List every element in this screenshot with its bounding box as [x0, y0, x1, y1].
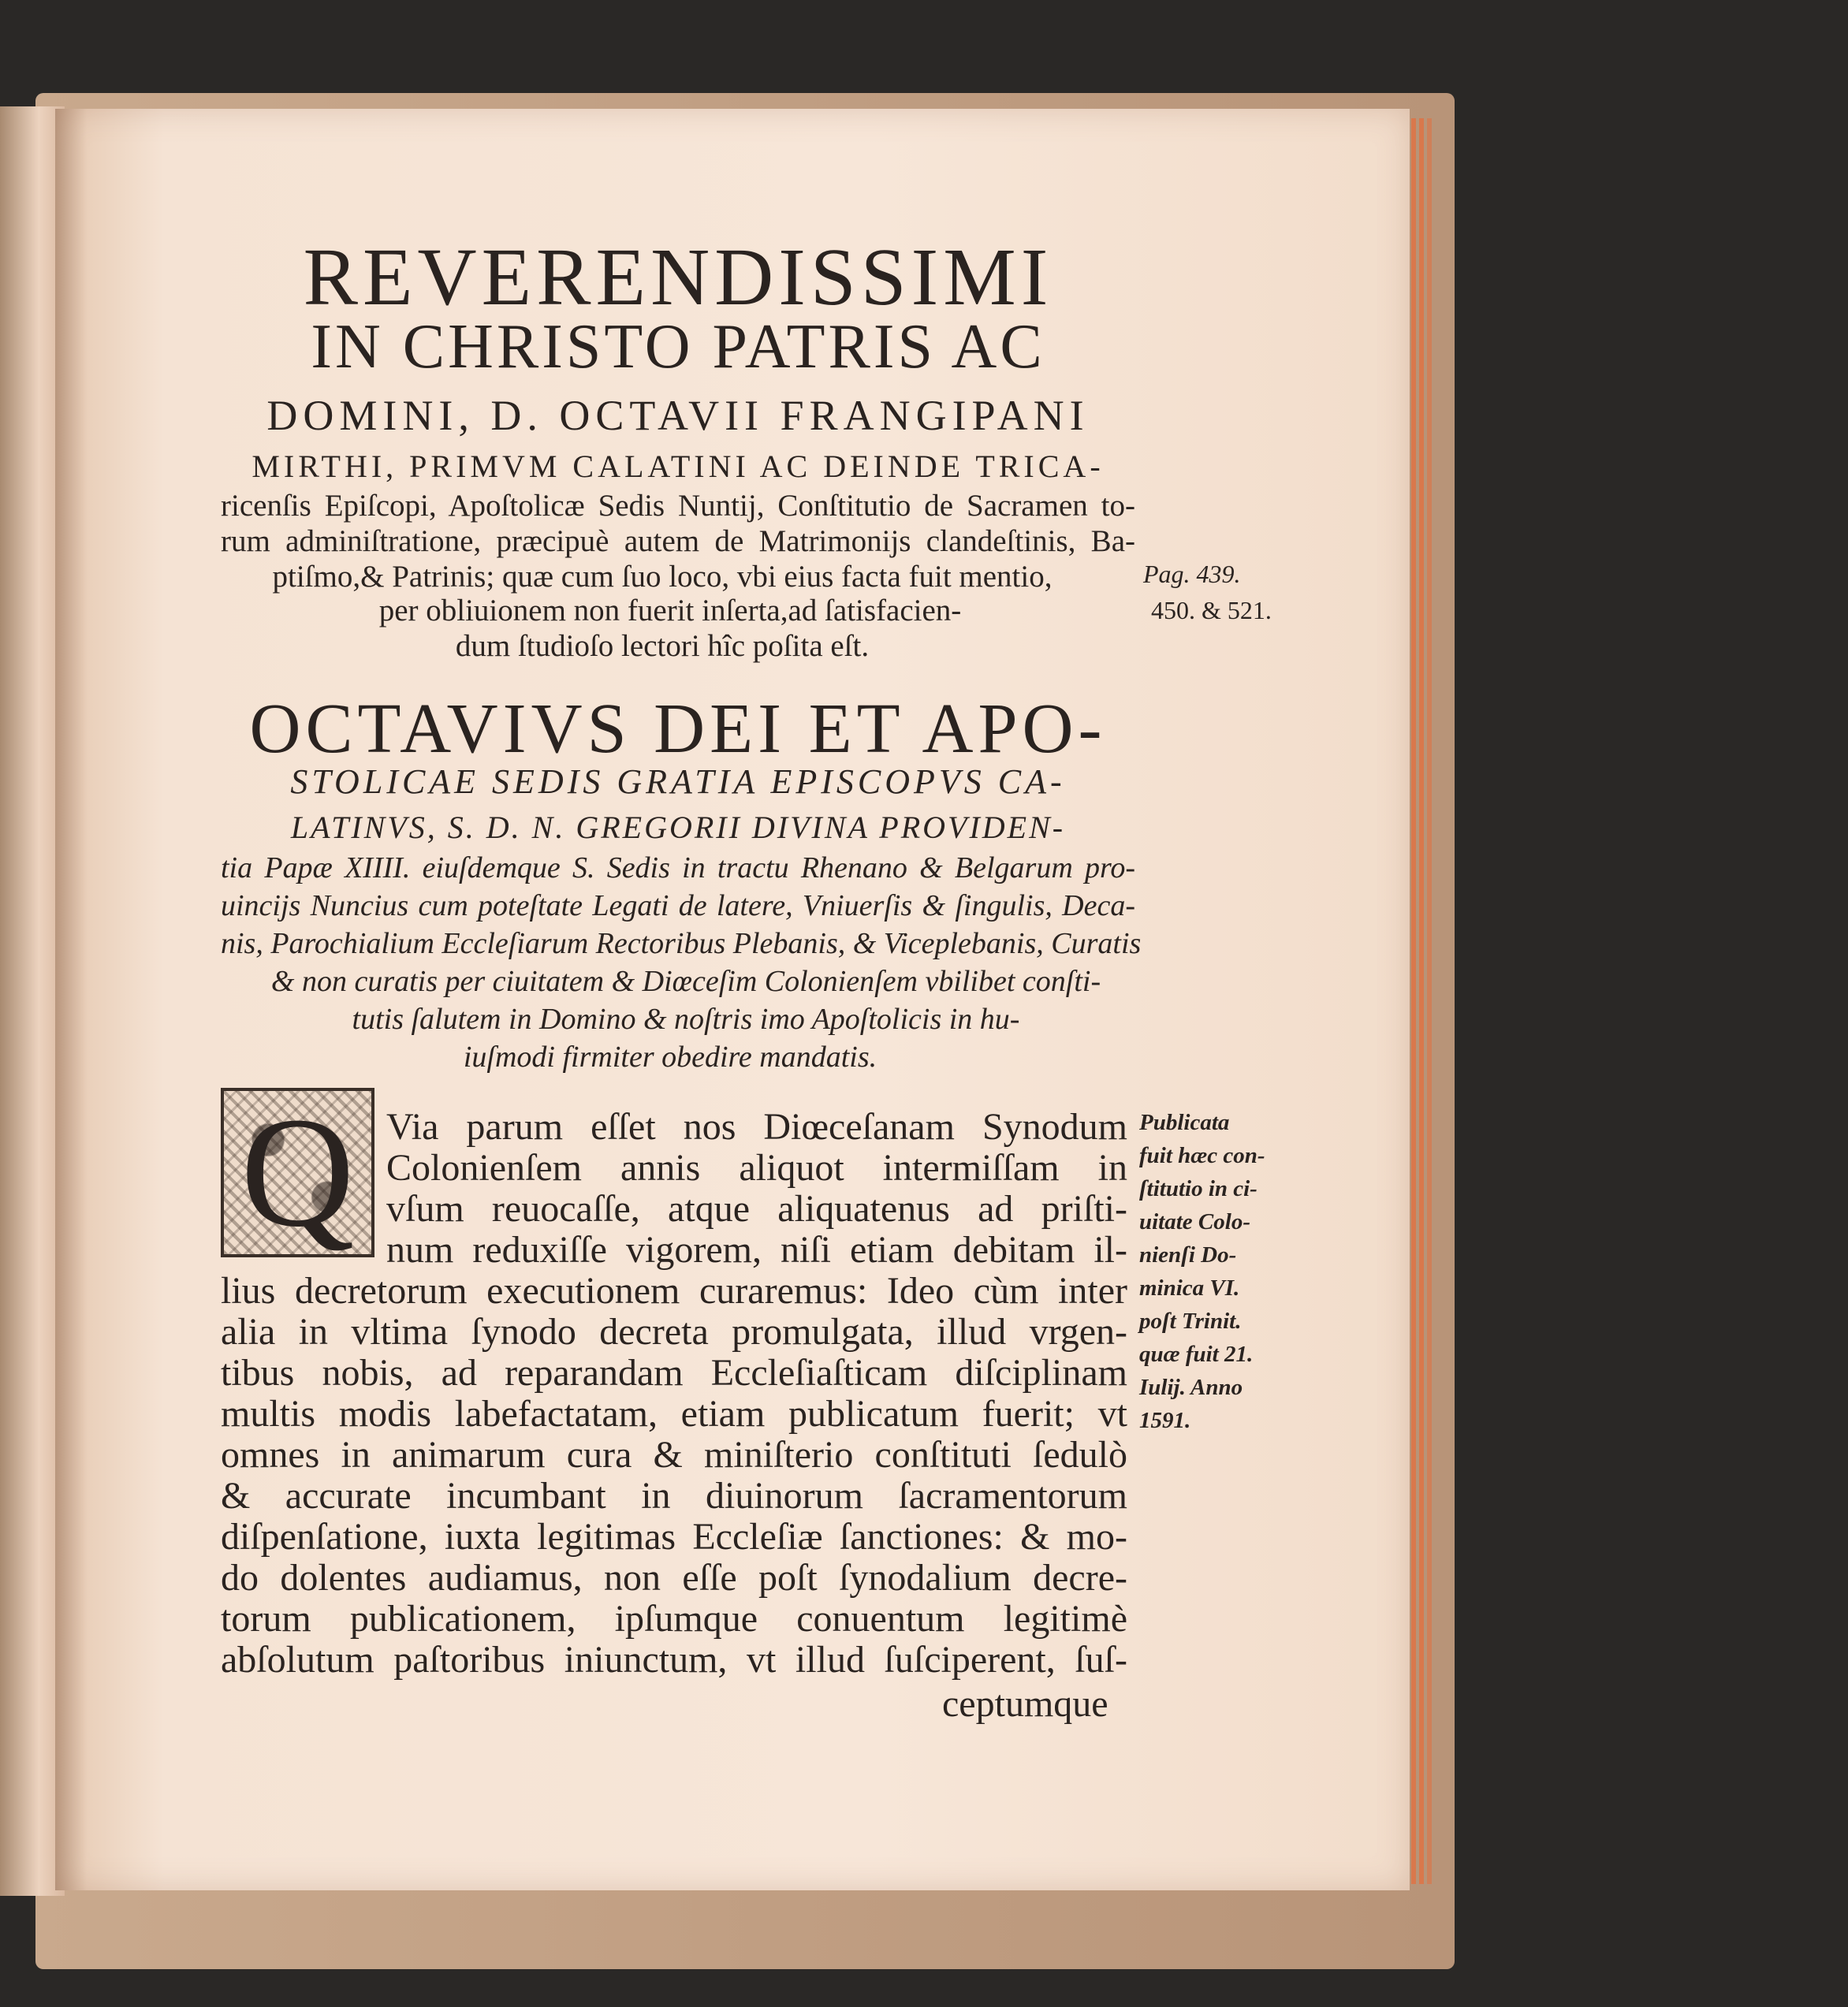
title-line-8: per obliuionem non fuerit inſerta,ad ſatisfacien- — [378, 594, 962, 627]
body-line-8: multis modis labefactatam, etiam publicatum fuerit; vt — [221, 1393, 1127, 1435]
margin-page-reference-2: 450. & 521. — [1151, 596, 1272, 624]
side-note-line-9: Iulij. Anno — [1139, 1375, 1243, 1400]
body-line-7: tibus nobis, ad reparandam Eccleſiaſticam diſciplinam — [221, 1352, 1127, 1394]
page-edge-stripe — [1427, 118, 1432, 1884]
heading-line-5: uincijs Nuncius cum poteſtate Legati de latere, Vniuerſis & ſingulis, Deca- — [221, 889, 1135, 922]
side-note-line-4: uitate Colo- — [1139, 1209, 1250, 1234]
margin-page-reference-1: Pag. 439. — [1143, 560, 1241, 588]
body-line-12: do dolentes audiamus, non eſſe poſt ſynodalium decre- — [221, 1557, 1127, 1599]
heading-line-9: iuſmodi firmiter obedire mandatis. — [463, 1041, 877, 1074]
decorated-initial — [221, 1085, 374, 1260]
heading-line-1: OCTAVIVS DEI ET APO- — [249, 690, 1107, 768]
side-note-line-1: Publicata — [1139, 1110, 1230, 1135]
side-note-line-3: ſtitutio in ci- — [1139, 1176, 1257, 1201]
title-line-7: ptiſmo,& Patrinis; quæ cum ſuo loco, vbi eius facta fuit mentio, — [272, 560, 1053, 594]
title-line-1: REVERENDISSIMI — [303, 232, 1053, 322]
heading-line-6: nis, Parochialium Eccleſiarum Rectoribus Plebanis, & Viceplebanis, Curatis — [221, 927, 1142, 960]
page-edge-stripe — [1411, 118, 1416, 1884]
body-line-5: lius decretorum executionem curaremus: Ideo cùm inter — [221, 1270, 1127, 1312]
title-line-2: IN CHRISTO PATRIS AC — [311, 312, 1045, 382]
initial-letter: Q — [240, 1085, 355, 1260]
body-line-13: torum publicationem, ipſumque conuentum legitimè — [221, 1598, 1127, 1640]
body-line-14: abſolutum paſtoribus iniunctum, vt illud ſuſciperent, ſuſ- — [221, 1639, 1127, 1681]
title-line-5: ricenſis Epiſcopi, Apoſtolicæ Sedis Nuntij, Conſtitutio de Sacramen to- — [221, 489, 1135, 523]
heading-line-7: & non curatis per ciuitatem & Diœceſim Colonienſem vbilibet conſti- — [270, 965, 1101, 998]
body-line-4: num reduxiſſe vigorem, niſi etiam debitam il- — [386, 1229, 1127, 1271]
page-edge-stripe — [1419, 118, 1424, 1884]
side-note-line-5: nienſi Do- — [1139, 1242, 1237, 1268]
title-line-4: MIRTHI, PRIMVM CALATINI AC DEINDE TRICA- — [251, 449, 1105, 484]
title-line-6: rum adminiſtratione, præcipuè autem de Matrimonijs clandeſtinis, Ba- — [221, 524, 1135, 558]
side-note-line-10: 1591. — [1139, 1408, 1191, 1433]
heading-line-3: LATINVS, S. D. N. GREGORII DIVINA PROVIDEN- — [290, 810, 1066, 845]
gutter-shadow — [55, 109, 87, 1890]
side-note-line-6: minica VI. — [1139, 1275, 1240, 1301]
body-line-6: alia in vltima ſynodo decreta promulgata, illud vrgen- — [221, 1311, 1127, 1353]
body-line-11: diſpenſatione, iuxta legitimas Eccleſiæ ſanctiones: & mo- — [221, 1516, 1127, 1558]
side-note-line-7: poſt Trinit. — [1139, 1309, 1242, 1334]
body-line-3: vſum reuocaſſe, atque aliquatenus ad priſti- — [386, 1188, 1127, 1230]
side-note-line-8: quæ fuit 21. — [1139, 1342, 1254, 1367]
heading-line-2: STOLICAE SEDIS GRATIA EPISCOPVS CA- — [290, 762, 1066, 801]
side-note-line-2: fuit hæc con- — [1139, 1143, 1265, 1168]
body-line-2: Colonienſem annis aliquot intermiſſam in — [386, 1147, 1127, 1189]
title-line-9: dum ſtudioſo lectori hîc poſita eſt. — [455, 629, 870, 663]
catchword: ceptumque — [942, 1683, 1108, 1725]
heading-line-8: tutis ſalutem in Domino & noſtris imo Apoſtolicis in hu- — [352, 1003, 1020, 1036]
body-line-1: Via parum eſſet nos Diœceſanam Synodum — [386, 1106, 1127, 1148]
body-line-10: & accurate incumbant in diuinorum ſacramentorum — [221, 1475, 1127, 1517]
heading-line-4: tia Papæ XIIII. eiuſdemque S. Sedis in tractu Rhenano & Belgarum pro- — [221, 851, 1135, 884]
title-line-3: DOMINI, D. OCTAVII FRANGIPANI — [266, 392, 1090, 439]
body-line-9: omnes in animarum cura & miniſterio conſtituti ſedulò — [221, 1434, 1127, 1476]
